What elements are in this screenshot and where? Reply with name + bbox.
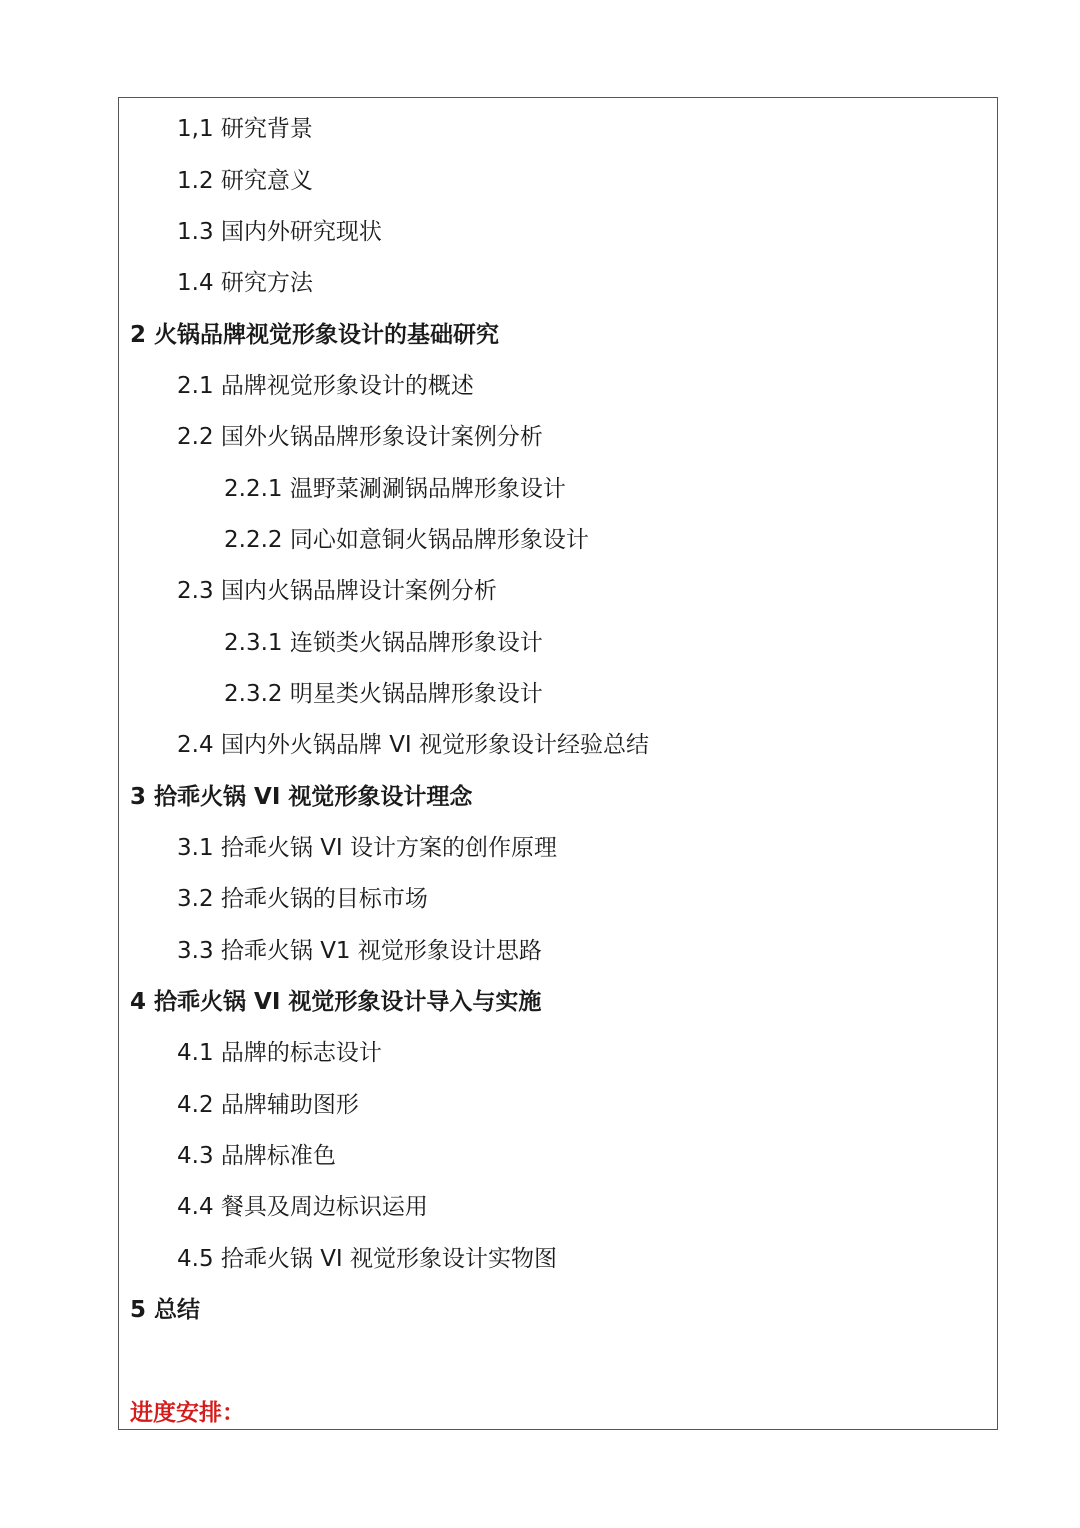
toc-item-2-3-1: 2.3.1 连锁类火锅品牌形象设计 [224, 630, 543, 656]
toc-item-4-4: 4.4 餐具及周边标识运用 [177, 1194, 428, 1220]
toc-item-2-1: 2.1 品牌视觉形象设计的概述 [177, 373, 474, 399]
document-table-cell [118, 97, 998, 1430]
toc-item-3-2: 3.2 拾乖火锅的目标市场 [177, 886, 428, 912]
toc-item-3-1: 3.1 拾乖火锅 VI 设计方案的创作原理 [177, 835, 558, 861]
toc-chapter-4: 4 拾乖火锅 VI 视觉形象设计导入与实施 [130, 989, 542, 1015]
toc-item-4-3: 4.3 品牌标准色 [177, 1143, 336, 1169]
toc-chapter-3: 3 拾乖火锅 VI 视觉形象设计理念 [130, 784, 473, 810]
toc-chapter-2: 2 火锅品牌视觉形象设计的基础研究 [130, 322, 500, 348]
toc-item-2-3: 2.3 国内火锅品牌设计案例分析 [177, 578, 497, 604]
toc-item-2-4: 2.4 国内外火锅品牌 VI 视觉形象设计经验总结 [177, 732, 650, 758]
toc-item-4-1: 4.1 品牌的标志设计 [177, 1040, 382, 1066]
toc-item-1-2: 1.2 研究意义 [177, 168, 313, 194]
toc-item-2-2-2: 2.2.2 同心如意铜火锅品牌形象设计 [224, 527, 589, 553]
toc-item-3-3: 3.3 拾乖火锅 V1 视觉形象设计思路 [177, 938, 542, 964]
toc-item-1-3: 1.3 国内外研究现状 [177, 219, 382, 245]
toc-item-1-4: 1.4 研究方法 [177, 270, 313, 296]
toc-item-2-2: 2.2 国外火锅品牌形象设计案例分析 [177, 424, 543, 450]
toc-item-2-2-1: 2.2.1 温野菜涮涮锅品牌形象设计 [224, 476, 566, 502]
toc-chapter-5: 5 总结 [130, 1297, 201, 1323]
toc-item-2-3-2: 2.3.2 明星类火锅品牌形象设计 [224, 681, 543, 707]
toc-item-4-5: 4.5 拾乖火锅 VI 视觉形象设计实物图 [177, 1246, 558, 1272]
toc-item-1-1: 1,1 研究背景 [177, 116, 313, 142]
schedule-heading: 进度安排： [130, 1400, 245, 1426]
toc-item-4-2: 4.2 品牌辅助图形 [177, 1092, 359, 1118]
